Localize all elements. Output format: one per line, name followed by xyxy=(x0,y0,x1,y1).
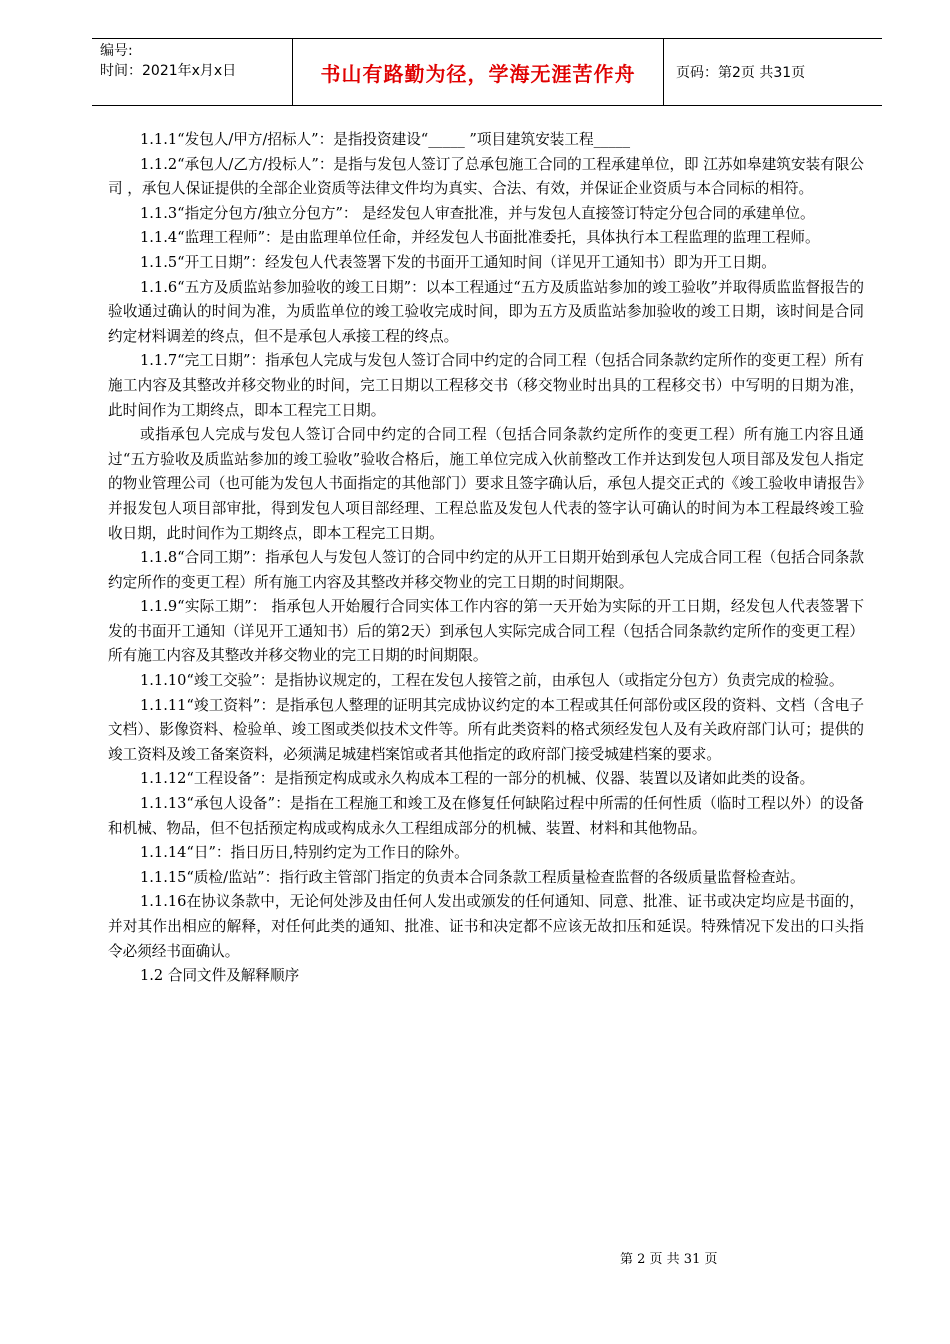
header-meta xyxy=(100,41,236,81)
clause-1-1-7: 1.1.7“完工日期”：指承包人完成与发包人签订合同中约定的合同工程（包括合同条款约定所作的变更工程）所有施工内容及其整改并移交物业的时间，完工日期以工程移交书（移交物业时出具的工程移交书）中写明的日期为准，此时间作为工期终点，即本工程完工日期。 xyxy=(108,352,864,419)
clause-1-1-3: 1.1.3“指定分包方/独立分包方”： 是经发包人审查批准，并与发包人直接签订特定分包合同的承建单位。 xyxy=(140,204,815,222)
header-motto: 书山有路勤为径，学海无涯苦作舟 xyxy=(292,39,664,105)
clause-1-1-12: 1.1.12“工程设备”：是指预定构成或永久构成本工程的一部分的机械、仪器、装置以及诸如此类的设备。 xyxy=(140,770,815,788)
clause-1-1-10: 1.1.10“竣工交验”：是指协议规定的，工程在发包人接管之前，由承包人（或指定分包方）负责完成的检验。 xyxy=(140,672,844,690)
page-footer: 第 2 页 共 31 页 xyxy=(620,1252,718,1267)
clause-1-1-8: 1.1.8“合同工期”：指承包人与发包人签订的合同中约定的从开工日期开始到承包人完成合同工程（包括合同条款约定所作的变更工程）所有施工内容及其整改并移交物业的完工日期的时间期限。 xyxy=(108,549,864,591)
page-header xyxy=(92,38,882,106)
clause-1-1-1: 1.1.1“发包人/甲方/招标人”：是指投资建设“_____ ”项目建筑安装工程_____ xyxy=(140,131,631,148)
header-page-number: 页码：第2页 共31页 xyxy=(676,65,806,81)
clause-1-1-11: 1.1.11“竣工资料”：是指承包人整理的证明其完成协议约定的本工程或其任何部份或区段的资料、文档（含电子文档）、影像资料、检验单、竣工图或类似技术文件等。所有此类资料的格式须经发包人及有关政府部门认可；提供的竣工资料及竣工备案资料，必须满足城建档案馆或者其他指定的政府部门接受城建档案的要求。 xyxy=(108,696,864,763)
clause-1-1-16: 1.1.16在协议条款中，无论何处涉及由任何人发出或颁发的任何通知、同意、批准、证书或决定均应是书面的，并对其作出相应的解释，对任何此类的通知、批准、证书和决定都不应该无故扣压和延误。特殊情况下发出的口头指令必须经书面确认。 xyxy=(108,893,864,960)
clause-1-1-2: 1.1.2“承包人/乙方/投标人”：是指与发包人签订了总承包施工合同的工程承建单位，即 江苏如皋建筑安装有限公司 ，承包人保证提供的全部企业资质等法律文件均为真实、合法、有效，并保证企业资质与本合同标的相符。 xyxy=(108,155,864,198)
clause-1-1-13: 1.1.13“承包人设备”：是指在工程施工和竣工及在修复任何缺陷过程中所需的任何性质（临时工程以外）的设备和机械、物品，但不包括预定构成或构成永久工程组成部分的机械、装置、材料和其他物品。 xyxy=(108,795,864,837)
document-time-label: 时间：2021年x月x日 xyxy=(100,63,237,79)
clause-1-1-9: 1.1.9“实际工期”： 指承包人开始履行合同实体工作内容的第一天开始为实际的开工日期，经发包人代表签署下发的书面开工通知（详见开工通知书）后的第2天）到承包人实际完成合同工程（包括合同条款约定所作的变更工程）所有施工内容及其整改并移交物业的完工日期的时间期限。 xyxy=(108,598,864,665)
clause-1-1-6: 1.1.6“五方及质监站参加验收的竣工日期”：以本工程通过“五方及质监站参加的竣工验收”并取得质监监督报告的验收通过确认的时间为准，为质监单位的竣工验收完成时间，即为五方及质监站参加验收的竣工日期，该时间是合同约定材料调差的终点，但不是承包人承接工程的终点。 xyxy=(108,278,864,345)
clause-1-1-14: 1.1.14“日”：指日历日,特别约定为工作日的除外。 xyxy=(140,844,469,862)
clause-1-1-4: 1.1.4“监理工程师”：是由监理单位任命，并经发包人书面批准委托，具体执行本工程监理的监理工程师。 xyxy=(140,229,820,247)
document-body xyxy=(108,128,864,989)
section-heading-1-2: 1.2 合同文件及解释顺序 xyxy=(140,967,300,985)
document-code-label: 编号: xyxy=(100,43,133,59)
clause-1-1-7-alternative: 或指承包人完成与发包人签订合同中约定的合同工程（包括合同条款约定所作的变更工程）所有施工内容且通过“五方验收及质监站参加的竣工验收”验收合格后，施工单位完成入伙前整改工作并达到发包人项目部及发包人指定的物业管理公司（也可能为发包人书面指定的其他部门）要求且签字确认后，承包人提交正式的《竣工验收申请报告》并报发包人项目部审批，得到发包人项目部经理、工程总监及发包人代表的签字认可确认的时间为本工程最终竣工验收日期，此时间作为工期终点，即本工程完工日期。 xyxy=(108,426,864,542)
clause-1-1-5: 1.1.5“开工日期”：经发包人代表签署下发的书面开工通知时间（详见开工通知书）即为开工日期。 xyxy=(140,253,776,271)
clause-1-1-15: 1.1.15“质检/监站”：指行政主管部门指定的负责本合同条款工程质量检查监督的各级质量监督检查站。 xyxy=(140,868,805,886)
